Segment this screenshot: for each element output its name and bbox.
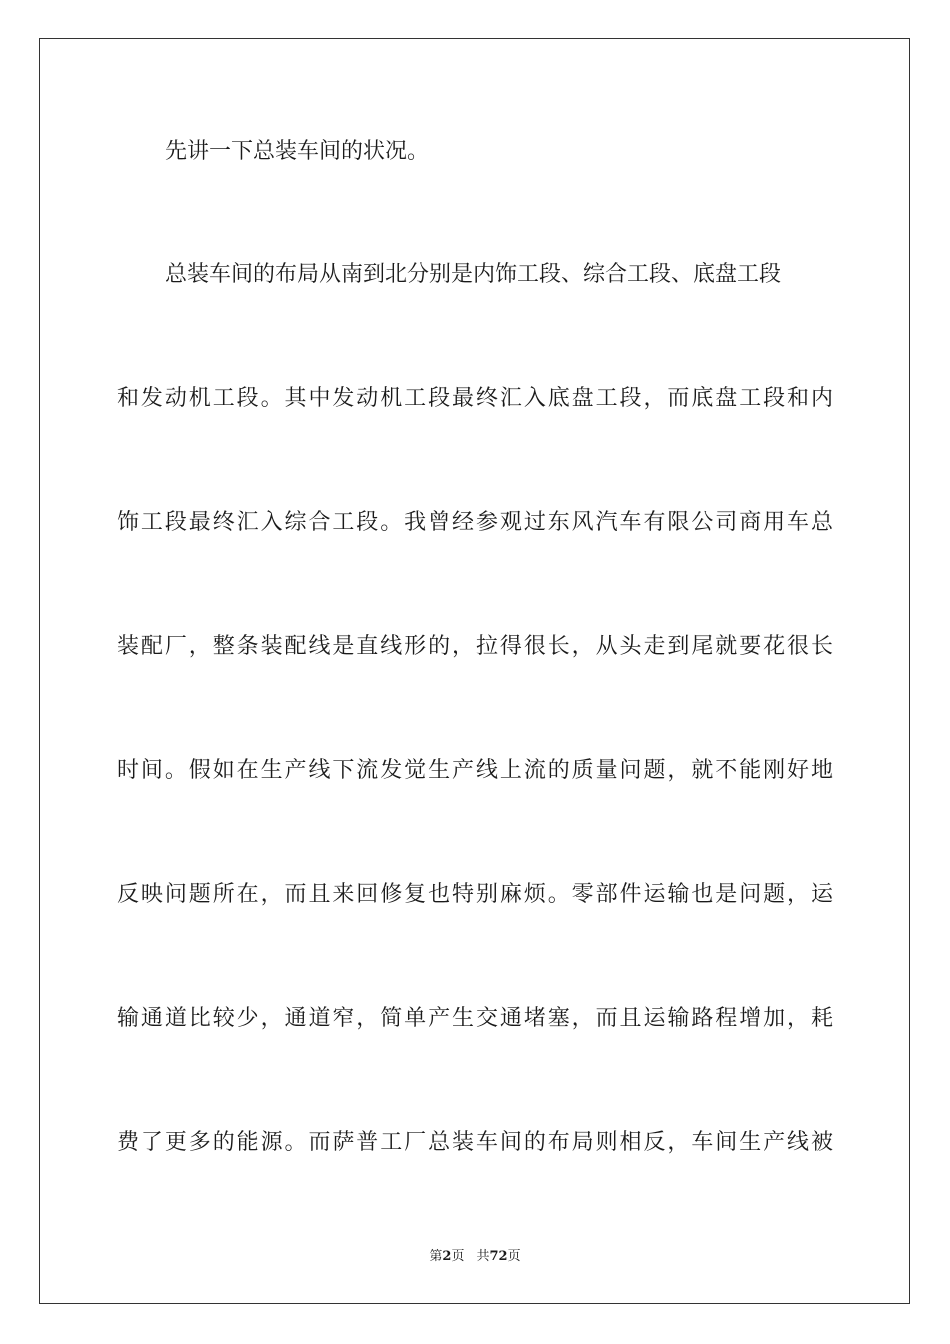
paragraph-line: 输通道比较少，通道窄，简单产生交通堵塞，而且运输路程增加，耗 — [117, 1006, 833, 1031]
page-prefix: 第 — [429, 1249, 443, 1264]
page-border — [39, 38, 910, 1304]
paragraph-line: 反映问题所在，而且来回修复也特别麻烦。零部件运输也是问题，运 — [117, 882, 833, 907]
total-suffix: 页 — [507, 1249, 521, 1264]
paragraph-line: 装配厂，整条装配线是直线形的，拉得很长，从头走到尾就要花很长 — [117, 634, 833, 659]
paragraph-line: 总装车间的布局从南到北分别是内饰工段、综合工段、底盘工段 — [165, 262, 782, 287]
paragraph-line: 费了更多的能源。而萨普工厂总装车间的布局则相反，车间生产线被 — [117, 1130, 833, 1155]
page-number: 2 — [442, 1249, 452, 1264]
total-prefix: 共 — [476, 1249, 490, 1264]
page-footer — [0, 1248, 950, 1266]
paragraph-line: 和发动机工段。其中发动机工段最终汇入底盘工段，而底盘工段和内 — [117, 386, 833, 411]
paragraph-line: 时间。假如在生产线下流发觉生产线上流的质量问题，就不能刚好地 — [117, 758, 833, 783]
total-pages: 72 — [489, 1249, 508, 1264]
page-suffix: 页 — [451, 1249, 465, 1264]
paragraph-line: 先讲一下总装车间的状况。 — [165, 139, 430, 164]
paragraph-line: 饰工段最终汇入综合工段。我曾经参观过东风汽车有限公司商用车总 — [117, 510, 833, 535]
